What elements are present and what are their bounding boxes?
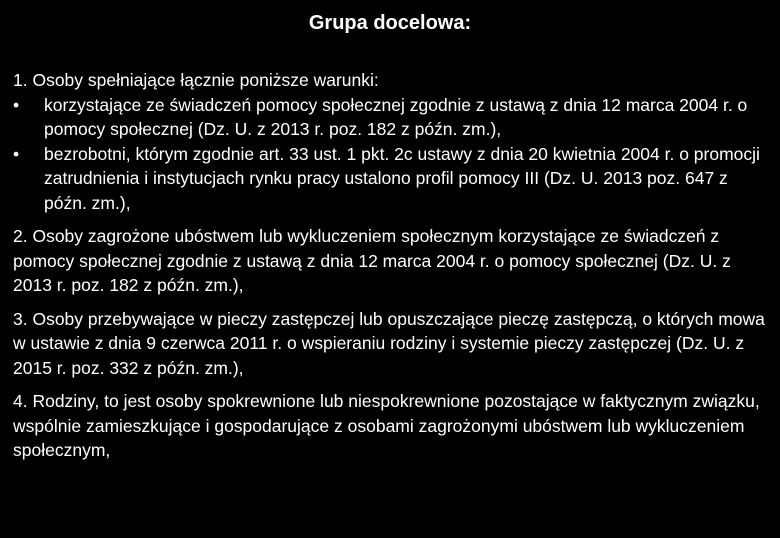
spacer	[13, 215, 773, 224]
section-2: 2. Osoby zagrożone ubóstwem lub wykluczeniem społecznym korzystające ze świadczeń z pomocy społecznej zgodnie z ustawą z dnia 12 marca 2004 r. o pomocy społecznej (Dz. U. z 2013 r. poz. 182 z późn. zm.),	[13, 226, 731, 295]
section-1-intro: 1. Osoby spełniające łącznie poniższe warunki:	[13, 70, 379, 90]
spacer	[13, 380, 773, 389]
bullet-text: korzystające ze świadczeń pomocy społecznej zgodnie z ustawą z dnia 12 marca 2004 r. o pomocy społecznej (Dz. U. z 2013 r. poz. 182 z późn. zm.),	[44, 94, 748, 139]
list-item	[13, 93, 773, 142]
bullet-icon: •	[13, 143, 20, 164]
bullet-icon: •	[13, 94, 20, 115]
bullet-text: bezrobotni, którym zgodnie art. 33 ust. 1 pkt. 2c ustawy z dnia 20 kwietnia 2004 r. o promocji zatrudnienia i instytucjach rynku pracy ustalono profil pomocy III (Dz. U. 2013 poz. 647 z późn. zm.),	[44, 143, 760, 213]
list-item	[13, 142, 773, 216]
slide-content	[13, 68, 773, 463]
section-3: 3. Osoby przebywające w pieczy zastępczej lub opuszczające pieczę zastępczą, o których mowa w ustawie z dnia 9 czerwca 2011 r. o wspieraniu rodziny i systemie pieczy zastępczej (Dz. U. z 2015 r. poz. 332 z późn. zm.),	[13, 308, 765, 378]
spacer	[13, 298, 773, 307]
section-1-bullet-list	[13, 93, 773, 216]
section-4: 4. Rodziny, to jest osoby spokrewnione lub niespokrewnione pozostające w faktycznym związku, wspólnie zamieszkujące i gospodarujące z osobami zagrożonymi ubóstwem lub wykluczeniem społecznym,	[13, 391, 760, 460]
slide-title: Grupa docelowa:	[308, 12, 472, 34]
